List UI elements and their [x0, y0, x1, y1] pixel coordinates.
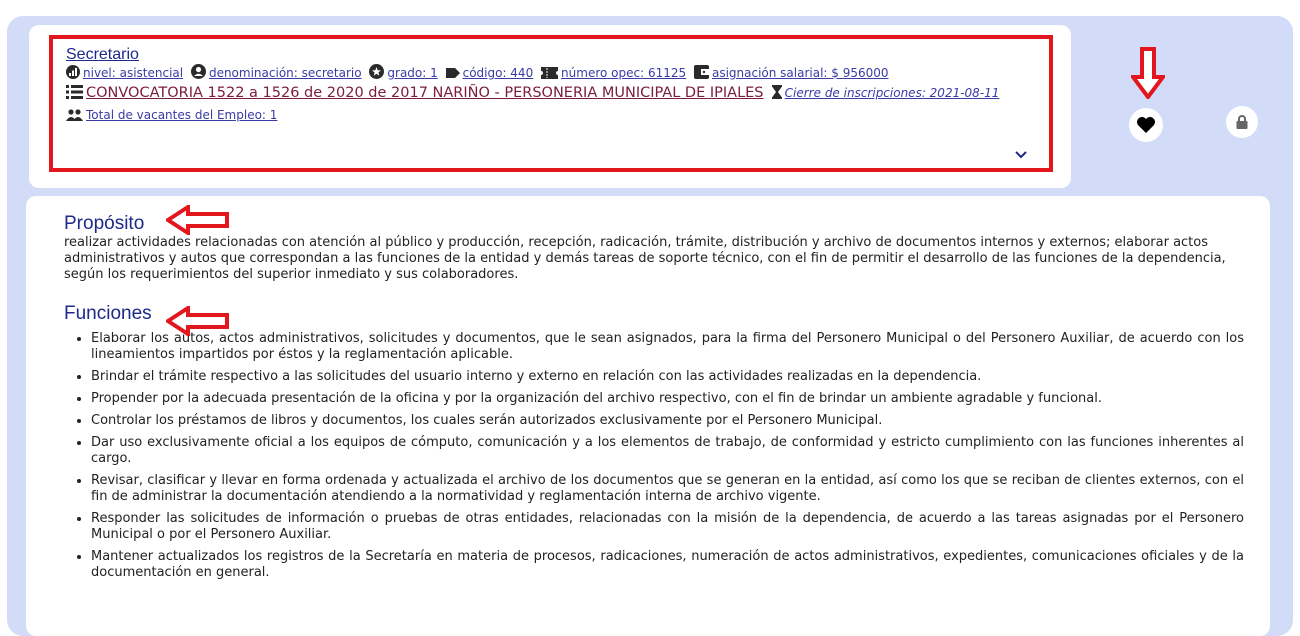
job-summary [66, 44, 1046, 124]
list-item: • Dar uso exclusivamente oficial a los equipos de cómputo, comunicación y a los elementos de trabajo, de conformidad y estricto cumplimiento con las funciones inherentes al cargo. [91, 435, 1244, 467]
convocatoria-line [66, 85, 1046, 104]
job-codigo: código: 440 [462, 66, 534, 80]
star-icon [369, 64, 384, 84]
list-icon [66, 85, 83, 104]
details-content [64, 213, 1244, 587]
ticket-icon [541, 67, 558, 84]
job-title-link[interactable]: Secretario [66, 46, 139, 63]
job-grado: grado: 1 [387, 66, 438, 80]
list-item: • Responder las solicitudes de información o pruebas de otras entidades, relacionadas con la misión de la dependencia, de acuerdo a las tareas asignadas por el Personero Municipal o por el Personero Auxiliar. [91, 511, 1244, 543]
job-asignacion: asignación salarial: $ 956000 [711, 66, 889, 80]
red-arrow-left-icon [166, 205, 230, 235]
heart-icon [1136, 116, 1156, 134]
list-item: • Controlar los préstamos de libros y documentos, los cuales serán autorizados exclusivamente por el Personero Municipal. [91, 413, 1244, 429]
job-nivel: nivel: asistencial [83, 66, 184, 80]
vacantes-text: Total de vacantes del Empleo: 1 [86, 108, 278, 122]
red-arrow-left-icon [166, 306, 230, 336]
red-arrow-down-icon [1131, 47, 1165, 99]
chevron-down-icon[interactable] [1014, 150, 1028, 160]
tag-icon [446, 67, 460, 84]
vacantes-line [66, 108, 1046, 124]
list-item: • Propender por la adecuada presentación de la oficina y por la organización del archivo respectivo, con el fin de brindar un ambiente agradable y funcional. [91, 391, 1244, 407]
funciones-list [64, 331, 1244, 581]
lock-button[interactable] [1226, 106, 1258, 138]
job-meta [66, 64, 1046, 84]
favorite-button[interactable] [1129, 108, 1163, 142]
job-opec: número opec: 61125 [561, 66, 687, 80]
users-icon [66, 109, 83, 124]
cierre-inscripciones: Cierre de inscripciones: 2021-08-11 [784, 86, 1000, 100]
job-denominacion: denominación: secretario [208, 66, 362, 80]
convocatoria-link[interactable]: CONVOCATORIA 1522 a 1526 de 2020 de 2017 NARIÑO - PERSONERIA MUNICIPAL DE IPIALES [86, 85, 764, 101]
list-item: • Brindar el trámite respectivo a las solicitudes del usuario interno y externo en relación con las actividades realizadas en la dependencia. [91, 369, 1244, 385]
list-item: • Revisar, clasificar y llevar en forma ordenada y actualizada el archivo de los documentos que se generan en la entidad, así como los que se reciban de clientes externos, con el fin de administrar la documentación atendiendo a la normatividad y reglamentación interna de archivo vigente. [91, 473, 1244, 505]
list-item: • Mantener actualizados los registros de la Secretaría en materia de procesos, radicaciones, numeración de actos administrativos, expedientes, comunicaciones oficiales y de la documentación en general. [91, 549, 1244, 581]
hourglass-icon [772, 85, 782, 104]
signal-icon [66, 65, 80, 84]
funciones-heading: Funciones [64, 303, 152, 324]
list-item: • Elaborar los autos, actos administrativos, solicitudes y documentos, que le sean asignados, para la firma del Personero Municipal o del Personero Auxiliar, de acuerdo con los lineamientos impartidos por éstos y la reglamentación aplicable. [91, 331, 1244, 363]
user-circle-icon [191, 64, 206, 84]
lock-icon [1236, 115, 1248, 129]
proposito-heading: Propósito [64, 213, 145, 234]
wallet-icon [694, 65, 709, 84]
proposito-text: realizar actividades relacionadas con atención al público y producción, recepción, radicación, trámite, distribución y archivo de documentos internos y externos; elaborar actos administrativos y autos que correspondan a las funciones de la entidad y demás tareas de soporte técnico, con el fin de permitir el desarrollo de las funciones de la dependencia, según los requerimientos del superior inmediato y sus colaboradores. [64, 235, 1226, 282]
